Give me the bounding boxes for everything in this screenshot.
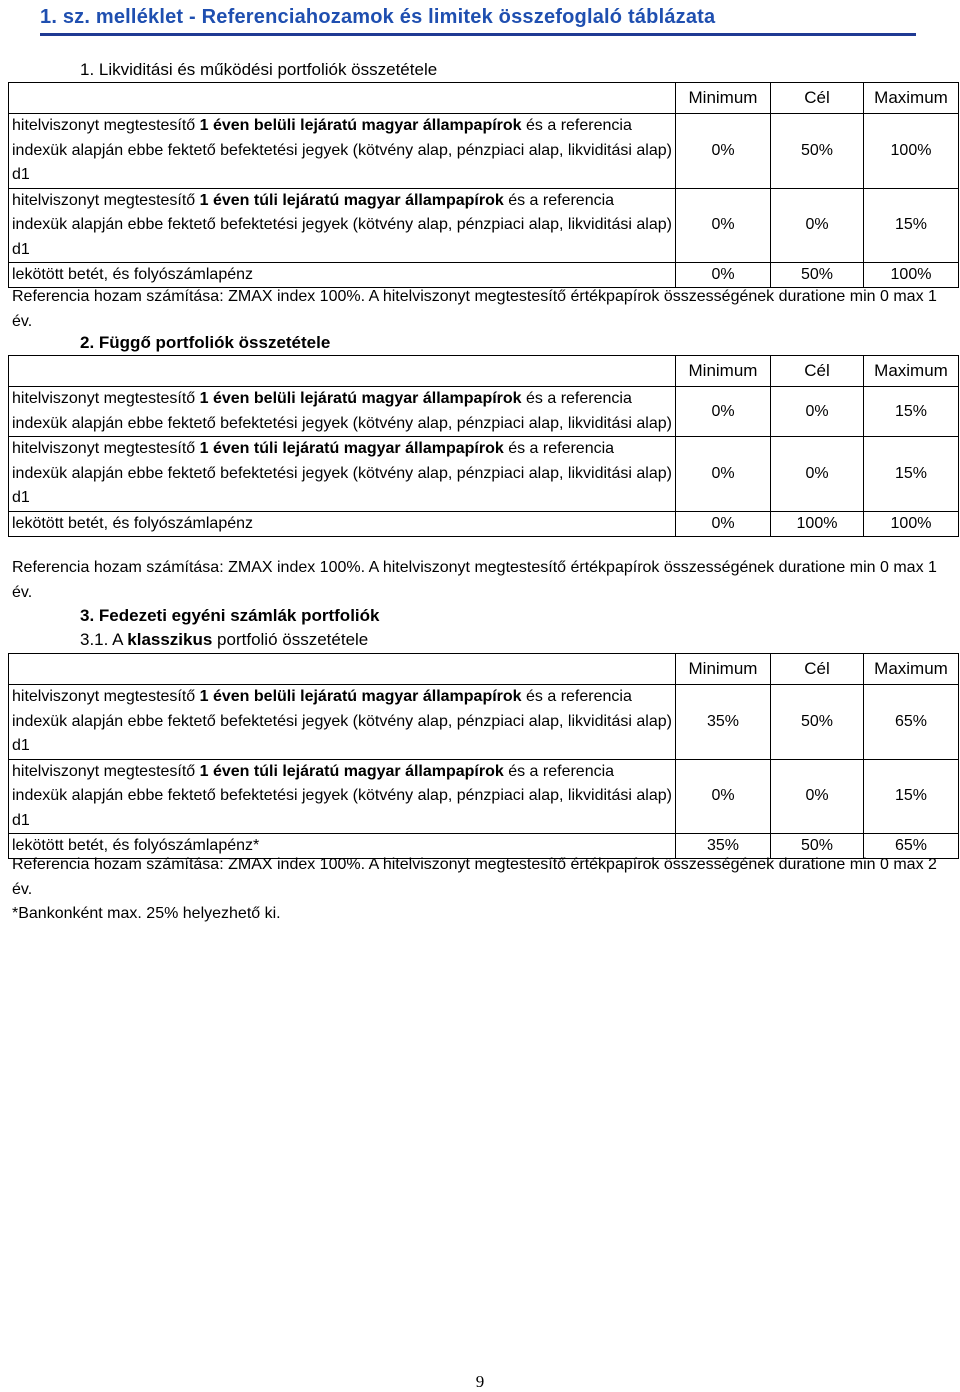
row-minimum: 35% bbox=[676, 834, 771, 859]
row-maximum: 15% bbox=[864, 759, 959, 834]
table-row bbox=[9, 437, 959, 512]
header-blank-cell bbox=[9, 654, 676, 685]
row-minimum: 0% bbox=[676, 263, 771, 288]
section-2-heading-text: Függő portfoliók összetétele bbox=[98, 333, 331, 352]
row-minimum: 0% bbox=[676, 188, 771, 263]
row-target: 50% bbox=[771, 263, 864, 288]
section-3-table bbox=[8, 653, 959, 859]
row-maximum: 65% bbox=[864, 685, 959, 760]
table-row bbox=[9, 263, 959, 288]
section-2-heading-number: 2. bbox=[80, 333, 99, 352]
row-description: hitelviszonyt megtestesítő 1 éven túli lejáratú magyar állampapírok és a referencia indexük alapján ebbe fektető befektetési jegyek (kötvény alap, pénzpiaci alap, likviditási alap) d1 bbox=[9, 188, 676, 263]
row-target: 0% bbox=[771, 437, 864, 512]
table-row bbox=[9, 685, 959, 760]
table-row bbox=[9, 759, 959, 834]
row-maximum: 15% bbox=[864, 387, 959, 437]
row-minimum: 0% bbox=[676, 114, 771, 189]
row-target: 50% bbox=[771, 685, 864, 760]
header-maximum: Maximum bbox=[864, 654, 959, 685]
header-target: Cél bbox=[771, 356, 864, 387]
row-maximum: 100% bbox=[864, 114, 959, 189]
section-3-1-heading: 3.1. A klasszikus portfolió összetétele bbox=[80, 630, 369, 649]
header-target: Cél bbox=[771, 654, 864, 685]
row-maximum: 100% bbox=[864, 511, 959, 536]
table-header-row bbox=[9, 83, 959, 114]
row-minimum: 0% bbox=[676, 759, 771, 834]
section-3-note: Referencia hozam számítása: ZMAX index 100%. A hitelviszonyt megtestesítő értékpapírok összességének duratione min 0 max 2 év. bbox=[12, 856, 937, 898]
table-row bbox=[9, 114, 959, 189]
table-row bbox=[9, 387, 959, 437]
row-maximum: 15% bbox=[864, 188, 959, 263]
row-minimum: 0% bbox=[676, 387, 771, 437]
document-title-text: 1. sz. melléklet - Referenciahozamok és limitek összefoglaló táblázata bbox=[40, 6, 716, 28]
header-minimum: Minimum bbox=[676, 83, 771, 114]
header-minimum: Minimum bbox=[676, 654, 771, 685]
row-target: 50% bbox=[771, 834, 864, 859]
section-3-footnote: *Bankonként max. 25% helyezhető ki. bbox=[12, 905, 281, 922]
row-description: hitelviszonyt megtestesítő 1 éven belüli lejáratú magyar állampapírok és a referencia indexük alapján ebbe fektető befektetési jegyek (kötvény alap, pénzpiaci alap, likviditási alap) d1 bbox=[9, 685, 676, 760]
table-header-row bbox=[9, 654, 959, 685]
row-target: 50% bbox=[771, 114, 864, 189]
section-3-heading-text: 3. Fedezeti egyéni számlák portfoliók bbox=[80, 606, 380, 625]
row-description: hitelviszonyt megtestesítő 1 éven belüli lejáratú magyar állampapírok és a referencia indexük alapján ebbe fektető befektetési jegyek (kötvény alap, pénzpiaci alap, likviditási alap) bbox=[9, 387, 676, 437]
row-maximum: 65% bbox=[864, 834, 959, 859]
section-1-heading bbox=[80, 60, 437, 80]
row-minimum: 0% bbox=[676, 437, 771, 512]
row-target: 0% bbox=[771, 387, 864, 437]
header-blank-cell bbox=[9, 83, 676, 114]
document-title bbox=[40, 6, 916, 36]
header-blank-cell bbox=[9, 356, 676, 387]
header-maximum: Maximum bbox=[864, 83, 959, 114]
section-2-note: Referencia hozam számítása: ZMAX index 100%. A hitelviszonyt megtestesítő értékpapírok összességének duratione min 0 max 1 év. bbox=[12, 559, 937, 601]
table-header-row bbox=[9, 356, 959, 387]
row-description: lekötött betét, és folyószámlapénz bbox=[9, 511, 676, 536]
page-number: 9 bbox=[475, 1372, 485, 1391]
table-row bbox=[9, 188, 959, 263]
row-description: lekötött betét, és folyószámlapénz* bbox=[9, 834, 676, 859]
section-2-table bbox=[8, 355, 959, 537]
header-target: Cél bbox=[771, 83, 864, 114]
row-target: 0% bbox=[771, 188, 864, 263]
row-minimum: 35% bbox=[676, 685, 771, 760]
header-maximum: Maximum bbox=[864, 356, 959, 387]
section-1-heading-text: 1. Likviditási és működési portfoliók összetétele bbox=[80, 60, 438, 79]
row-description: hitelviszonyt megtestesítő 1 éven belüli lejáratú magyar állampapírok és a referencia indexük alapján ebbe fektető befektetési jegyek (kötvény alap, pénzpiaci alap, likviditási alap) d1 bbox=[9, 114, 676, 189]
section-1-note: Referencia hozam számítása: ZMAX index 100%. A hitelviszonyt megtestesítő értékpapírok összességének duratione min 0 max 1 év. bbox=[12, 288, 937, 330]
row-maximum: 15% bbox=[864, 437, 959, 512]
row-target: 0% bbox=[771, 759, 864, 834]
row-target: 100% bbox=[771, 511, 864, 536]
table-row bbox=[9, 511, 959, 536]
row-description: hitelviszonyt megtestesítő 1 éven túli lejáratú magyar állampapírok és a referencia indexük alapján ebbe fektető befektetési jegyek (kötvény alap, pénzpiaci alap, likviditási alap) d1 bbox=[9, 759, 676, 834]
row-maximum: 100% bbox=[864, 263, 959, 288]
row-minimum: 0% bbox=[676, 511, 771, 536]
section-1-table bbox=[8, 82, 959, 288]
section-2-heading bbox=[80, 333, 330, 353]
section-3-heading bbox=[80, 606, 379, 626]
row-description: lekötött betét, és folyószámlapénz bbox=[9, 263, 676, 288]
row-description: hitelviszonyt megtestesítő 1 éven túli lejáratú magyar állampapírok és a referencia indexük alapján ebbe fektető befektetési jegyek (kötvény alap, pénzpiaci alap, likviditási alap) d1 bbox=[9, 437, 676, 512]
header-minimum: Minimum bbox=[676, 356, 771, 387]
